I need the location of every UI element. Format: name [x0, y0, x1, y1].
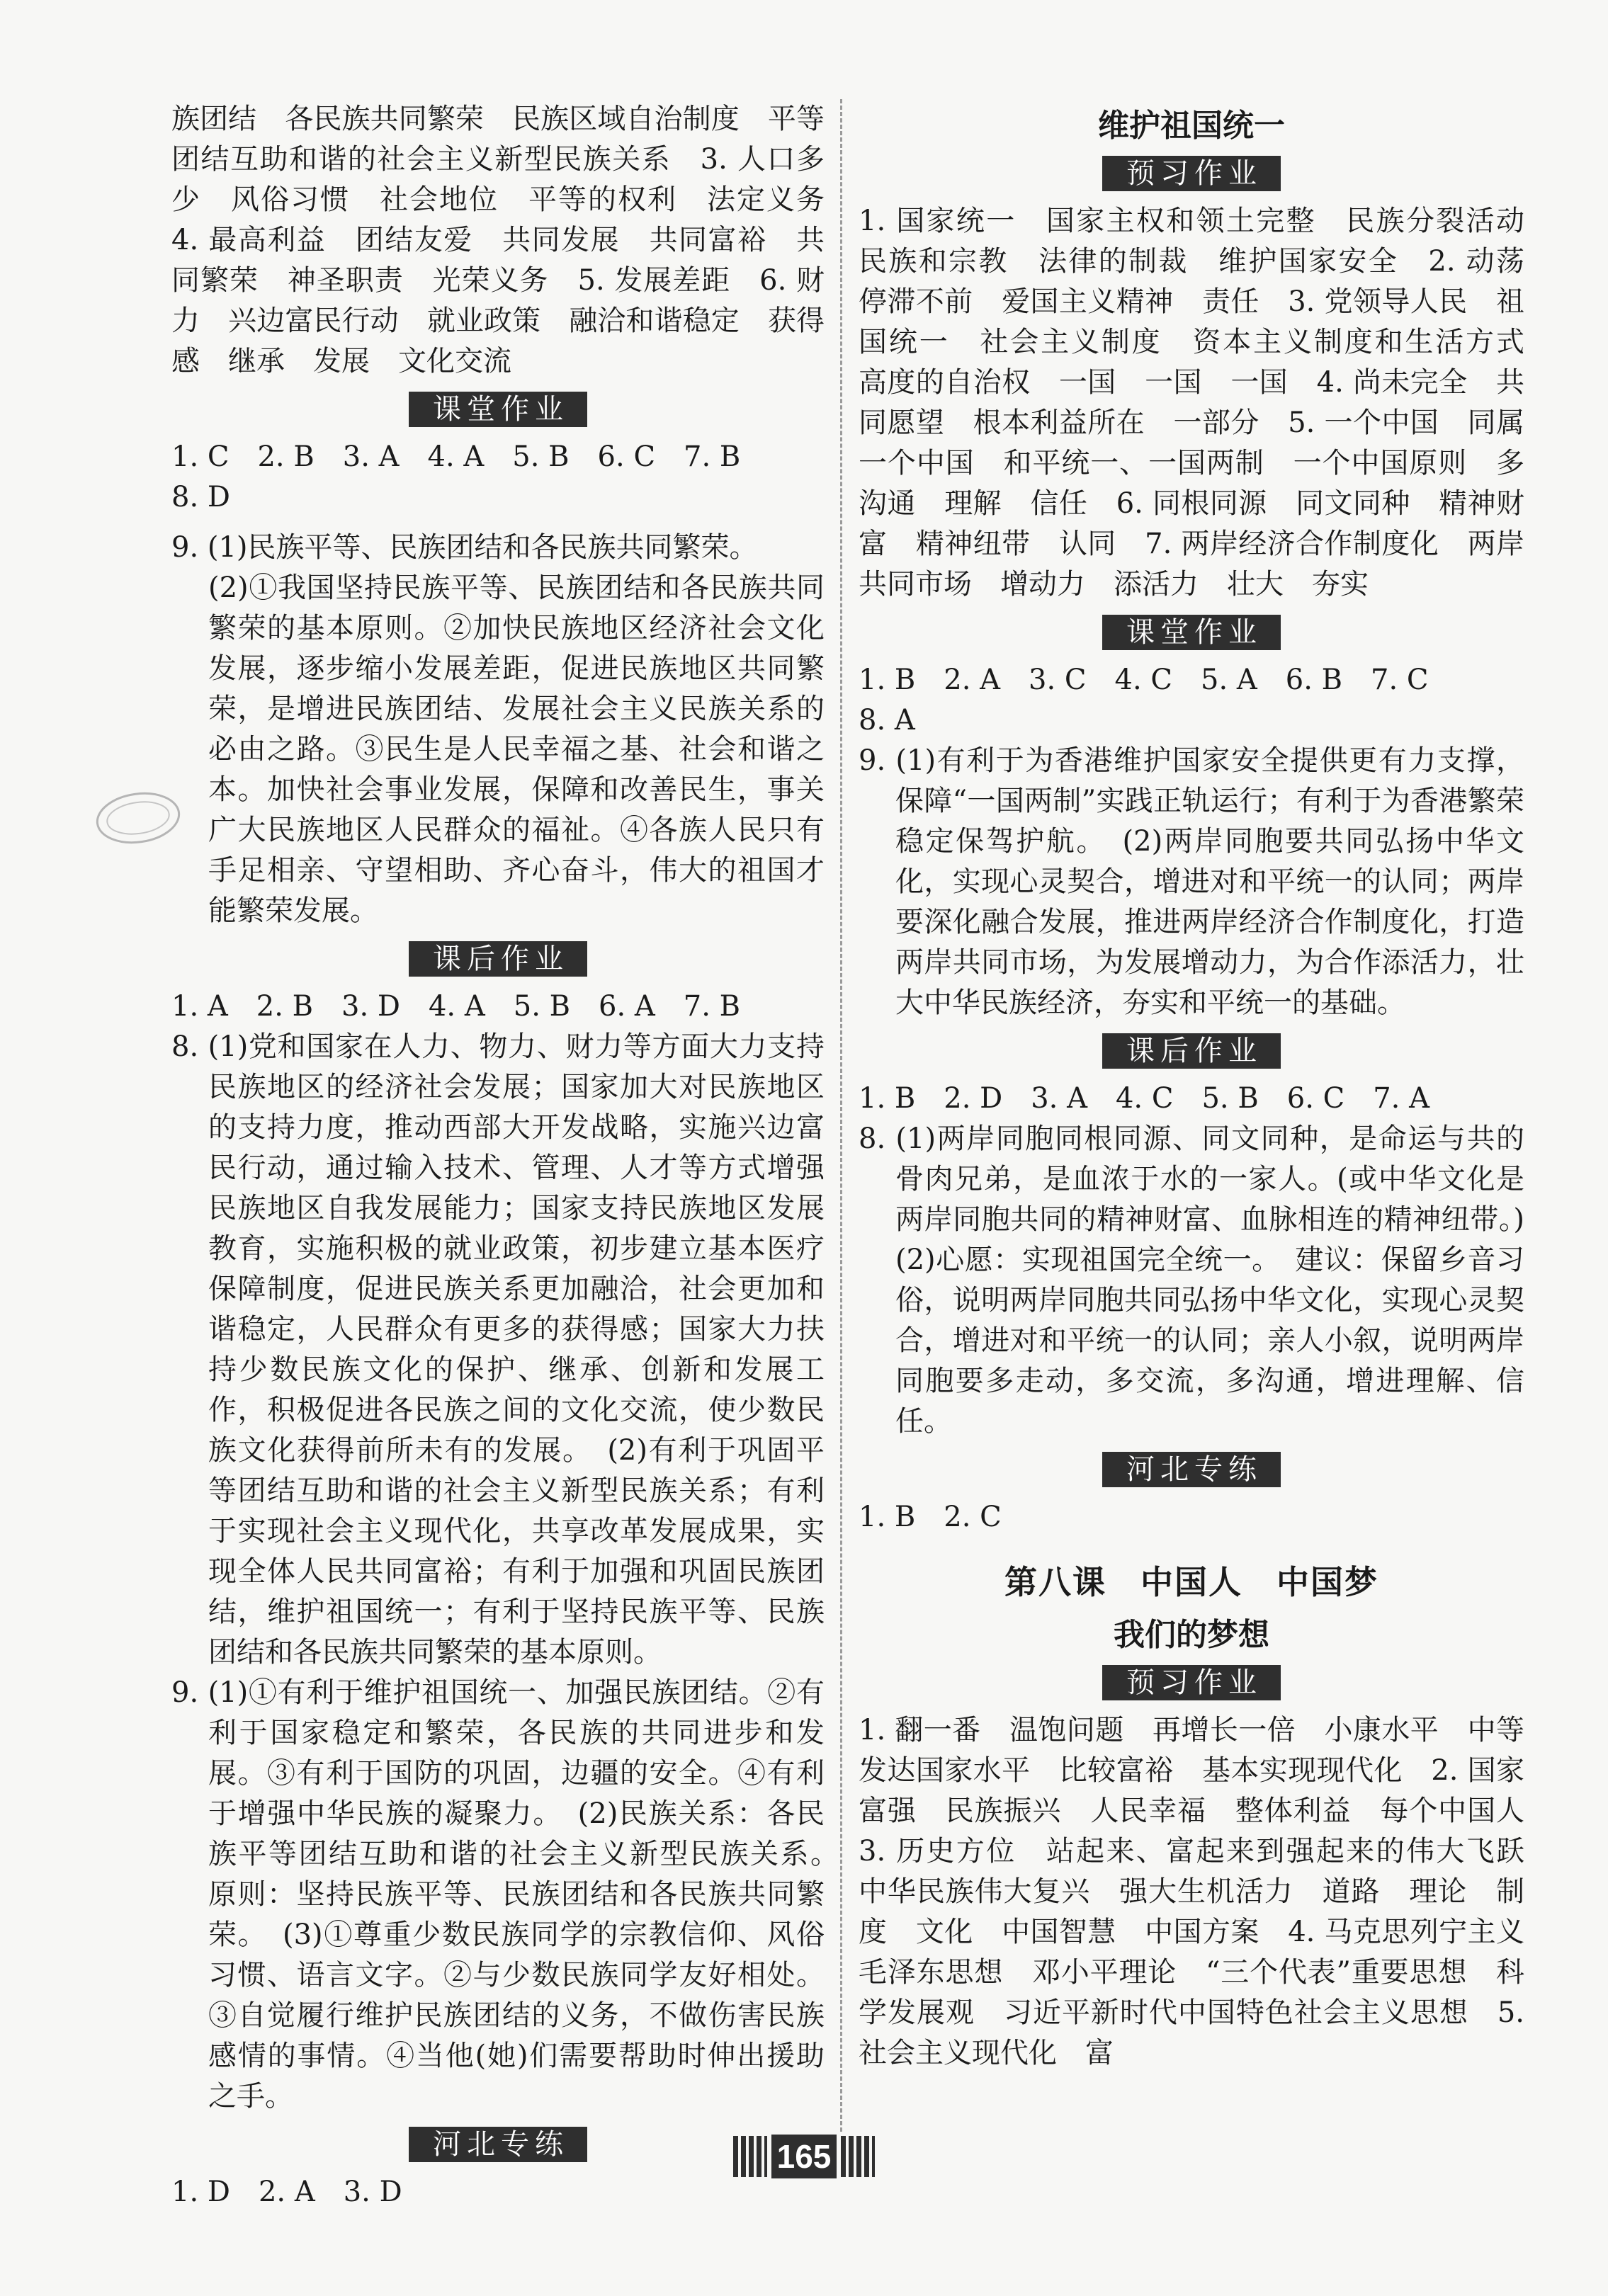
classwork-choices-left: 1. C 2. B 3. A 4. A 5. B 6. C 7. B — [171, 441, 741, 473]
lesson-title: 第八课 中国人 中国梦 — [1004, 1563, 1378, 1601]
classwork-heading-left: 课堂作业 — [171, 392, 825, 427]
homework-q8-left: 8. (1)党和国家在人力、物力、财力等方面大力支持民族地区的经济社会发展；国家加大对民族地区的支持力度，推动西部大开发战略，实施兴边富民行动，通过输入技术、管理、人才等方式增强民族地区自我发展能力；国家支持民族地区发展教育，实施积极的就业政策，初步建立基本医疗保障制度，促进民族关系更加融洽，社会更加和谐稳定，人民群众有更多的获得感；国家大力扶持少数民族文化的保护、继承、创新和发展工作，积极促进各民族之间的文化交流，使少数民族文化获得前所未有的发展。 (2)有利于巩固平等团结互助和谐的社会主义新型民族关系；有利于实现社会主义现代化，共享改革发展成果，实现全体人民共同富裕；有利于加强和巩固民族团结，维护祖国统一；有利于坚持民族平等、民族团结和各民族共同繁荣的基本原则。 — [171, 1030, 825, 1669]
prev-answers: 族团结 各民族共同繁荣 民族区域自治制度 平等团结互助和谐的社会主义新型民族关系 3. 人口多少 风俗习惯 社会地位 平等的权利 法定义务 4. 最高利益 团结友爱 共同发展 共同富裕 共同繁荣 神圣职责 光荣义务 5. 发展差距 6. 财力 兴边富民行动 就业政策 融洽和谐稳定 获得感 继承 发展 文化交流 — [171, 103, 853, 377]
preview-answers: 1. 国家统一 国家主权和领土完整 民族分裂活动 民族和宗教 法律的制裁 维护国家安全 2. 动荡 停滞不前 爱国主义精神 责任 3. 党领导人民 祖国统一 社会主义制度 资本主义制度和生活方式 高度的自治权 一国 一国 一国 4. 尚未完全 共同愿望 根本利益所在 一部分 5. 一个中国 同属一个中国 和平统一、一国两制 一个中国原则 多沟通 理解 信任 6. 同根同源 同文同种 精神财富 精神纽带 认同 7. 两岸经济合作制度化 两岸共同市场 增动力 添活力 壮大 夯实 — [859, 205, 1553, 601]
preview2-heading: 预习作业 — [859, 1665, 1524, 1700]
classwork-choices-right-2: 8. A — [859, 704, 915, 737]
page-number-bars-left — [733, 2136, 767, 2177]
classwork-heading-right: 课堂作业 — [859, 615, 1524, 650]
homework-choices-right: 1. B 2. D 3. A 4. C 5. B 6. C 7. A — [859, 1082, 1429, 1115]
hebei-heading-right: 河北专练 — [859, 1452, 1524, 1487]
homework-choices-left: 1. A 2. B 3. D 4. A 5. B 6. A 7. B — [171, 990, 741, 1023]
hebei-answers-right: 1. B 2. C — [859, 1501, 1002, 1533]
homework-q8-right: 8. (1)两岸同胞同根同源、同文同种，是命运与共的骨肉兄弟，是血浓于水的一家人。(或中华文化是两岸同胞共同的精神财富、血脉相连的精神纽带。) (2)心愿：实现祖国完全统一。 建议：保留乡音习俗，说明两岸同胞共同弘扬中华文化，实现心灵契合，增进对和平统一的认同；亲人小叙，说明两岸同胞要多走动，多交流，多沟通，增进理解、信任。 — [859, 1123, 1553, 1438]
preview-heading: 预习作业 — [859, 156, 1524, 191]
left-column — [171, 99, 853, 2222]
classwork-q9-part2: (2)①我国坚持民族平等、民族团结和各民族共同繁荣的基本原则。②加快民族地区经济社会文化发展，逐步缩小发展差距，促进民族地区共同繁荣，是增进民族团结、发展社会主义民族关系的必由之路。③民生是人民幸福之基、社会和谐之本。加快社会事业发展，保障和改善民生，事关广大民族地区人民群众的福祉。④各族人民只有手足相亲、守望相助、齐心奋斗，伟大的祖国才能繁荣发展。 — [208, 572, 825, 927]
hebei-answers-left: 1. D 2. A 3. D — [171, 2176, 402, 2208]
column-divider — [840, 99, 842, 2132]
classwork-choices-left-2: 8. D — [171, 481, 230, 513]
classwork-q9-right: 9. (1)有利于为香港维护国家安全提供更有力支撑，保障“一国两制”实践正轨运行；有利于为香港繁荣稳定保驾护航。 (2)两岸同胞要共同弘扬中华文化，实现心灵契合，增进对和平统一的认同；两岸要深化融合发展，推进两岸经济合作制度化，打造两岸共同市场，为发展增动力，为合作添活力，壮大中华民族经济，夯实和平统一的基础。 — [859, 744, 1524, 1019]
classwork-q9-part1: 9. (1)民族平等、民族团结和各民族共同繁荣。 — [171, 531, 758, 564]
subsection-title: 我们的梦想 — [1114, 1617, 1269, 1653]
classwork-choices-right: 1. B 2. A 3. C 4. C 5. A 6. B 7. C — [859, 664, 1429, 696]
homework-q9-left: 9. (1)①有利于维护祖国统一、加强民族团结。②有利于国家稳定和繁荣，各民族的共同进步和发展。③有利于国防的巩固，边疆的安全。④有利于增强中华民族的凝聚力。 (2)民族关系：各民族平等团结互助和谐的社会主义新型民族关系。 原则：坚持民族平等、民族团结和各民族共同繁荣。 (3)①尊重少数民族同学的宗教信仰、风俗习惯、语言文字。②与少数民族同学友好相处。③自觉履行维护民族团结的义务，不做伤害民族感情的事情。④当他(她)们需要帮助时伸出援助之手。 — [171, 1676, 853, 2113]
page-number-bars-right — [841, 2136, 875, 2177]
page-number — [723, 2132, 885, 2181]
preview2-answers: 1. 翻一番 温饱问题 再增长一倍 小康水平 中等发达国家水平 比较富裕 基本实现现代化 2. 国家富强 民族振兴 人民幸福 整体利益 每个中国人 3. 历史方位 站起来、富起来到强起来的伟大飞跃 中华民族伟大复兴 强大生机活力 道路 理论 制度 文化 中国智慧 中国方案 4. 马克思列宁主义 毛泽东思想 邓小平理论 “三个代表”重要思想 科学发展观 习近平新时代中国特色社会主义思想 5. 社会主义现代化 富 — [859, 1714, 1553, 2069]
right-column — [859, 99, 1553, 2084]
section-title: 维护祖国统一 — [1098, 108, 1285, 144]
stamp-icon — [92, 786, 184, 850]
page-number-value: 165 — [771, 2135, 837, 2178]
homework-heading-left: 课后作业 — [171, 941, 825, 977]
hebei-heading-left: 河北专练 — [171, 2127, 825, 2162]
homework-heading-right: 课后作业 — [859, 1033, 1524, 1069]
